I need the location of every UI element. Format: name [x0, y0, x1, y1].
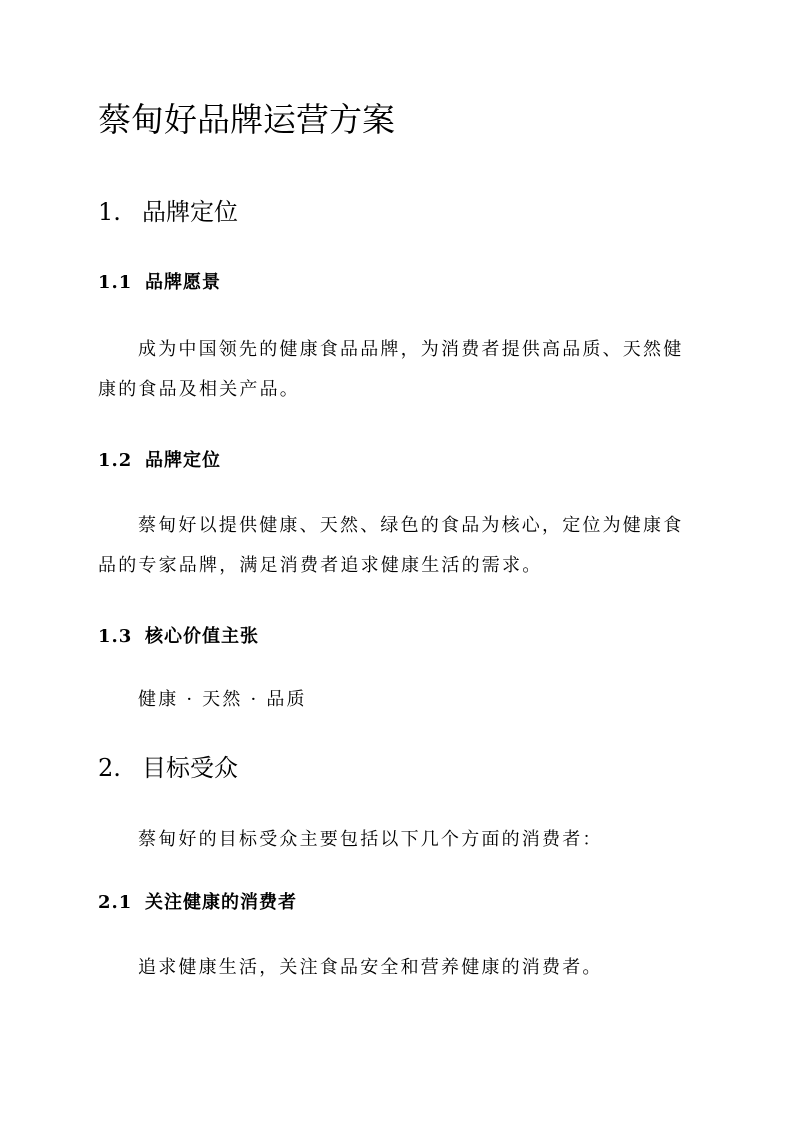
section-1-3-heading [98, 624, 259, 650]
section-2-1-heading [98, 890, 297, 916]
section-1-title: 品牌定位 [142, 198, 238, 226]
section-2-1-title: 关注健康的消费者 [145, 892, 297, 913]
section-2-intro-paragraph: 蔡甸好的目标受众主要包括以下几个方面的消费者： [138, 829, 603, 850]
section-2-heading [98, 752, 238, 784]
section-1-1-heading [98, 270, 221, 296]
section-1-2-title: 品牌定位 [145, 450, 221, 471]
section-1-2-paragraph: 蔡甸好以提供健康、天然、绿色的食品为核心，定位为健康食品的专家品牌，满足消费者追求健康生活的需求。 [98, 515, 684, 576]
section-1-number: 1. [98, 198, 121, 226]
section-1-3-paragraph: 健康 · 天然 · 品质 [138, 689, 307, 710]
document-title: 蔡甸好品牌运营方案 [98, 100, 395, 139]
section-1-heading [98, 196, 238, 228]
section-1-3-number: 1.3 [98, 626, 133, 647]
section-2-1-paragraph: 追求健康生活，关注食品安全和营养健康的消费者。 [138, 957, 603, 978]
section-2-title: 目标受众 [142, 754, 238, 782]
section-1-2-heading [98, 448, 221, 474]
section-1-1-number: 1.1 [98, 272, 133, 293]
section-1-3-title: 核心价值主张 [145, 626, 259, 647]
section-2-number: 2. [98, 754, 121, 782]
section-1-2-number: 1.2 [98, 450, 133, 471]
section-1-1-paragraph: 成为中国领先的健康食品品牌，为消费者提供高品质、天然健康的食品及相关产品。 [98, 339, 684, 400]
section-2-1-number: 2.1 [98, 892, 133, 913]
section-1-1-title: 品牌愿景 [145, 272, 221, 293]
